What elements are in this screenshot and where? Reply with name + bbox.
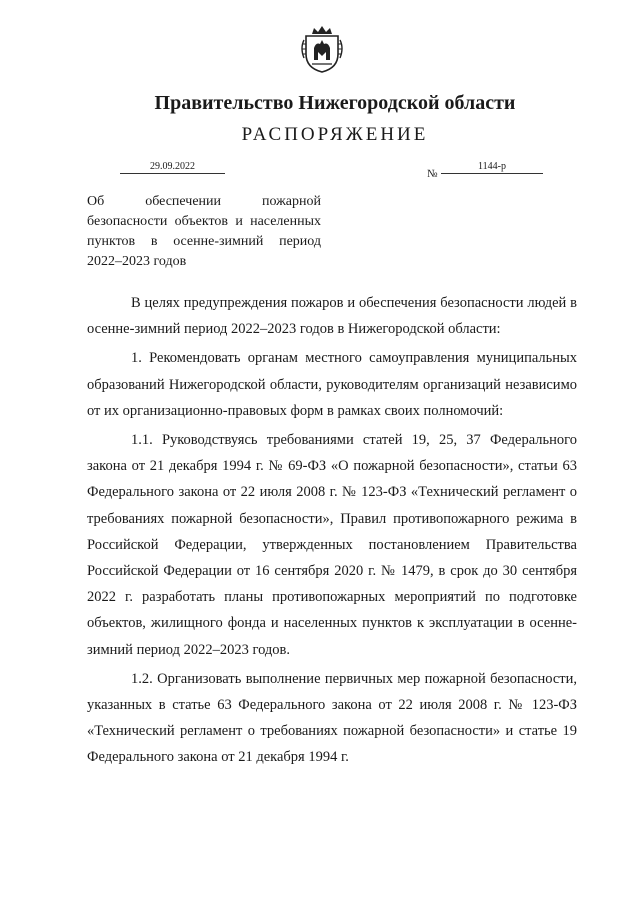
document-subject: Об обеспечении пожарной безопасности объектов и населенных пунктов в осенне-зимний период 2022–2023 годов <box>87 194 321 269</box>
document-body <box>87 290 577 771</box>
paragraph-preamble: В целях предупреждения пожаров и обеспечения безопасности людей в осенне-зимний период 2022–2023 годов в Нижегородской области: <box>87 295 577 338</box>
government-name: Правительство Нижегородской области <box>154 92 516 114</box>
paragraph-1-2: 1.2. Организовать выполнение первичных мер пожарной безопасности, указанных в статье 63 Федерального закона от 22 июля 2008 г. № 123-ФЗ «Технический регламент о требованиях пожарной безопасности» и статье 19 Федерального закона от 21 декабря 1994 г. <box>87 670 577 766</box>
document-type: РАСПОРЯЖЕНИЕ <box>241 124 429 145</box>
paragraph-1: 1. Рекомендовать органам местного самоуправления муниципальных образований Нижегородской области, руководителям организаций независимо от их организационно-правовых форм в рамках своих полномочий: <box>87 350 577 419</box>
coat-of-arms-icon <box>300 24 344 74</box>
paragraph-1-1: 1.1. Руководствуясь требованиями статей 19, 25, 37 Федерального закона от 21 декабря 1994 г. № 69-ФЗ «О пожарной безопасности», статьи 63 Федерального закона от 22 июля 2008 г. № 123-ФЗ «Технический регламент о требованиях пожарной безопасности», Правил противопожарного режима в Российской Федерации, утвержденных постановлением Правительства Российской Федерации от 16 сентября 2020 г. № 1479, в срок до 30 сентября 2022 г. разработать планы противопожарных мероприятий по подготовке объектов, жилищного фонда и населенных пунктов к эксплуатации в осенне-зимний период 2022–2023 годов. <box>87 432 577 658</box>
number-label: № <box>427 168 438 180</box>
document-number: 1144-р <box>441 161 543 174</box>
document-date: 29.09.2022 <box>120 161 225 174</box>
